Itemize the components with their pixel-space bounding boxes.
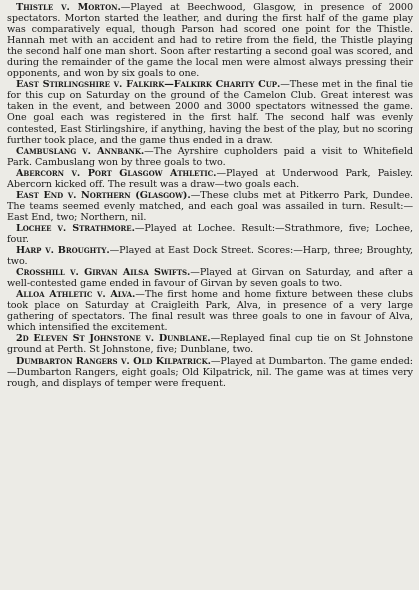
report-body: —Played at Dumbarton. The game ended:—Dumbarton Rangers, eight goals; Old Kilpatrick, nil. The game was at times very rough, and displays of temper were frequent. xyxy=(7,355,413,389)
report-heading: Dumbarton Rangers v. Old Kilpatrick. xyxy=(16,355,211,367)
report-body: —Played at East Dock Street. Scores:—Harp, three; Broughty, two. xyxy=(7,245,413,268)
report-lochee-strathmore xyxy=(7,223,413,245)
report-st-johnstone-dunblane xyxy=(7,333,413,355)
report-heading: East Stirlingshire v. Falkirk—Falkirk Charity Cup. xyxy=(16,79,281,91)
report-dumbarton-old-kilpatrick xyxy=(7,356,413,389)
report-body: —These clubs met at Pitkerro Park, Dundee. The teams seemed evenly matched, and each goal was assailed in turn. Result:—East End, two; Northern, nil. xyxy=(7,189,413,223)
report-alloa-alva xyxy=(7,289,413,333)
report-east-stirlingshire-falkirk xyxy=(7,79,413,145)
report-heading: Cambuslang v. Annbank. xyxy=(16,145,145,157)
report-heading: Crosshill v. Girvan Ailsa Swifts. xyxy=(16,267,191,279)
report-east-end-northern xyxy=(7,190,413,223)
report-heading: Thistle v. Morton. xyxy=(16,2,121,13)
report-heading: Abercorn v. Port Glasgow Athletic. xyxy=(16,167,217,179)
report-body: —The first home and home fixture between these clubs took place on Saturday at Craigleith Park, Alva, in presence of a very large gathering of spectators. The final result was three goals to one in favour of Alva, which intensified the excitement. xyxy=(7,289,413,334)
report-body: —Played at Beechwood, Glasgow, in presence of 2000 spectators. Morton started the leather, and during the first half of the game play was comparatively equal, though Parson had scored one point for the Thistle. Hannah met with an accident and had to retire from the field, the Thistle playing the second half one man short. Soon after restarting a second goal was scored, and during the remainder of the game the local men were almost always pressing their opponents, and won by six goals to one. xyxy=(7,2,413,80)
report-cambuslang-annbank xyxy=(7,146,413,168)
report-body: —Played at Lochee. Result:—Strathmore, five; Lochee, four. xyxy=(7,222,413,245)
report-body: —The Ayrshire cupholders paid a visit to Whitefield Park. Cambuslang won by three goals to two. xyxy=(7,145,413,168)
report-abercorn-port-glasgow xyxy=(7,168,413,190)
report-harp-broughty xyxy=(7,245,413,267)
report-body: —Played at Girvan on Saturday, and after a well-contested game ended in favour of Girvan by seven goals to two. xyxy=(7,267,413,290)
report-heading: East End v. Northern (Glasgow). xyxy=(16,189,191,201)
report-body: —Replayed final cup tie on St Johnstone ground at Perth. St Johnstone, five; Dunblane, two. xyxy=(7,333,413,356)
match-reports-column xyxy=(7,2,413,389)
report-body: —Played at Underwood Park, Paisley. Abercorn kicked off. The result was a draw—two goals each. xyxy=(7,167,413,190)
report-thistle-morton xyxy=(7,2,413,79)
report-crosshill-girvan xyxy=(7,267,413,289)
report-heading: Lochee v. Strathmore. xyxy=(16,222,135,234)
report-heading: 2d Eleven St Johnstone v. Dunblane. xyxy=(16,333,211,345)
report-heading: Alloa Athletic v. Alva. xyxy=(16,289,136,301)
report-body: —These met in the final tie for this cup on Saturday on the ground of the Camelon Club. Great interest was taken in the event, and between 2000 and 3000 spectators witnessed the game. One goal each was registered in the first half. The second half was evenly contested, East Stirlingshire, if anything, having the best of the play, but no scoring further took place, and the game thus ended in a draw. xyxy=(7,79,413,146)
report-heading: Harp v. Broughty. xyxy=(16,245,110,257)
